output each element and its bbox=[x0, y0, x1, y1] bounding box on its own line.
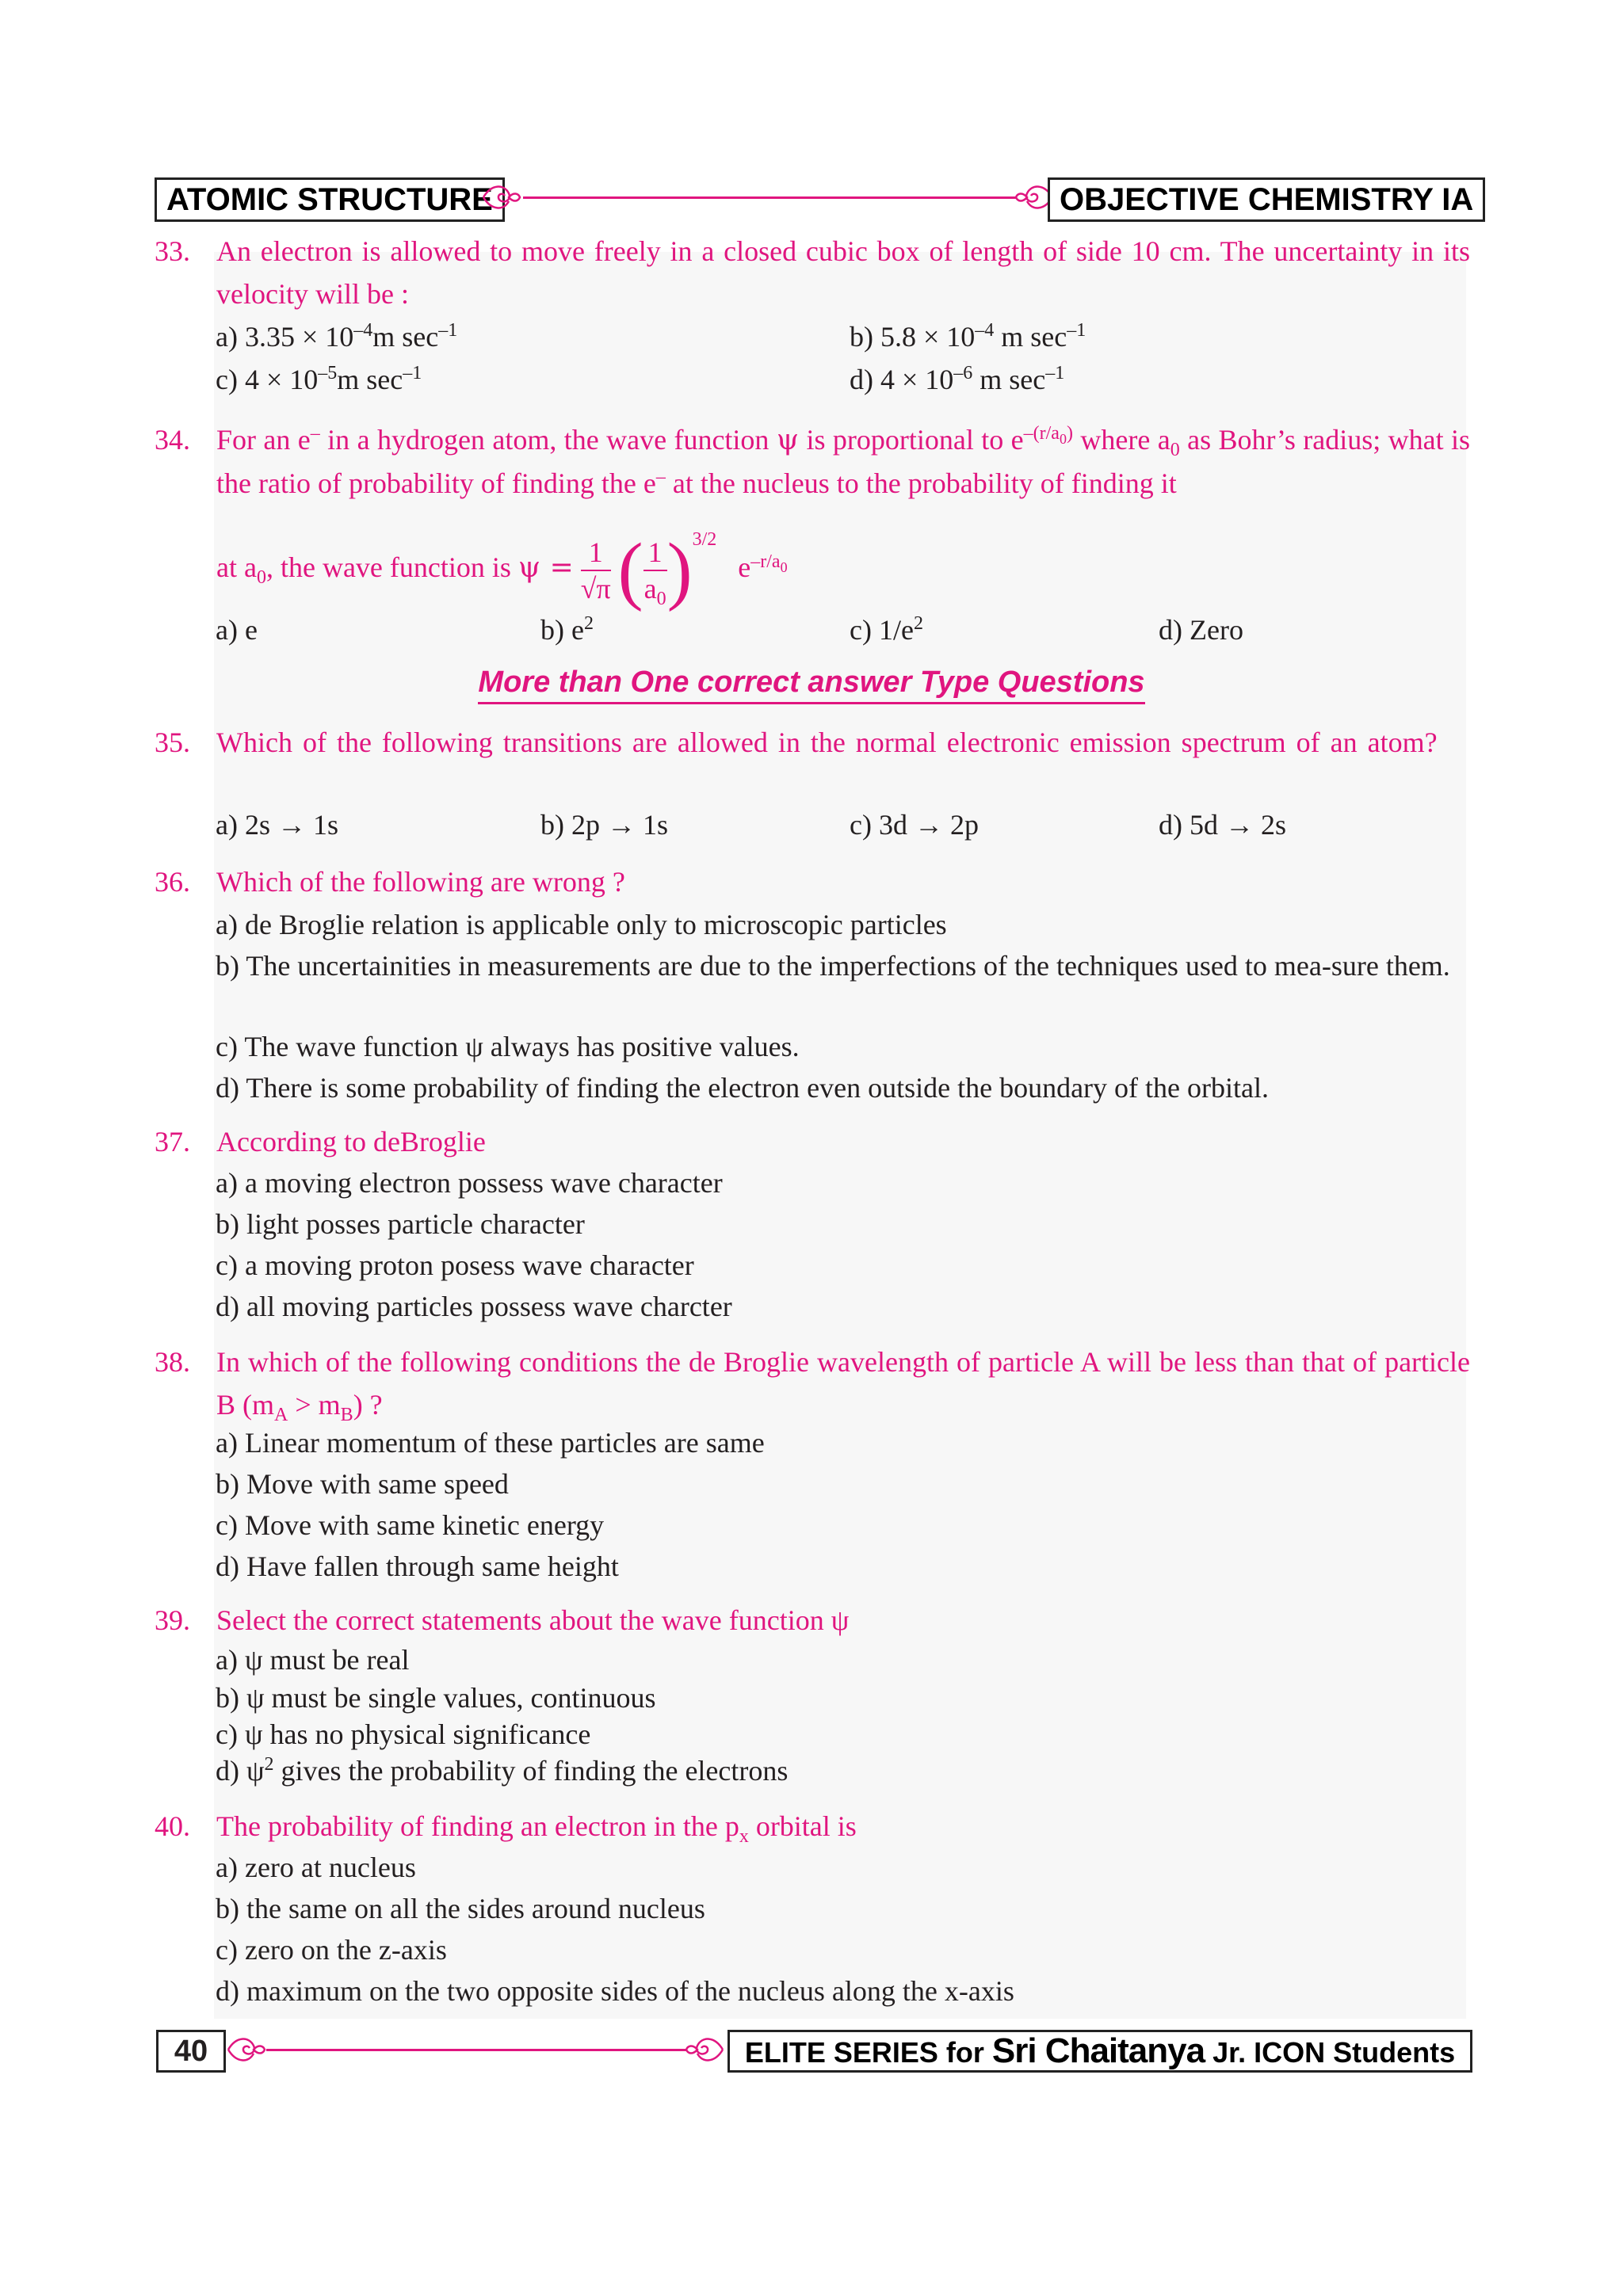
option-d: d) $\psi^2$ gives the probability of finding the electrons bbox=[216, 1754, 789, 1787]
question-text: For an e– in a hydrogen atom, the wave function ψ is proportional to $e^{-(r/a_0)}$ where $a_0$ as Bohr’s radius; what is the ratio of probability of finding the e– at the nucleus to the probability of finding it bbox=[216, 423, 1471, 499]
option-a: a) de Broglie relation is applicable only to microscopic particles bbox=[216, 909, 947, 940]
question-34 bbox=[155, 418, 1470, 505]
question-38 bbox=[155, 1341, 1470, 1426]
question-35 bbox=[155, 721, 1470, 764]
option-b: b) ψ must be single values, continuous bbox=[216, 1682, 656, 1714]
question-text: Which of the following are wrong ? bbox=[216, 866, 625, 898]
floral-ornament-icon bbox=[225, 2030, 266, 2069]
floral-ornament-icon bbox=[480, 177, 521, 217]
option-b: b) Move with same speed bbox=[216, 1468, 509, 1500]
option-b: b) $e^2$ bbox=[540, 613, 594, 646]
fraction: $\frac{1}{√\pi}$ bbox=[580, 536, 611, 605]
option-c: c) The wave function ψ always has positive values. bbox=[216, 1031, 800, 1062]
question-number: 36. bbox=[155, 866, 190, 898]
option-c: c) a moving proton posess wave character bbox=[216, 1249, 694, 1281]
option-a: a) e bbox=[216, 614, 258, 646]
option-d: d) Have fallen through same height bbox=[216, 1550, 619, 1582]
option-d: d) maximum on the two opposite sides of the nucleus along the x-axis bbox=[216, 1975, 1014, 2007]
option-a: a) zero at nucleus bbox=[216, 1852, 416, 1883]
question-40 bbox=[155, 1805, 1470, 1848]
question-text: An electron is allowed to move freely in a closed cubic box of length of side 10 cm. The uncertainty in its velocity will be : bbox=[216, 235, 1470, 310]
option-c: c) zero on the z-axis bbox=[216, 1934, 447, 1966]
wave-function-symbol: ψ = bbox=[517, 551, 574, 584]
option-a: a) $3.35 \times 10^{-4}m$ $\sec^{-1}$ bbox=[216, 320, 458, 353]
option-a: a) ψ must be real bbox=[216, 1644, 410, 1676]
header-book-title: OBJECTIVE CHEMISTRY IA bbox=[1048, 177, 1485, 222]
option-c: c) $4 \times 10^{-5}m$ $\sec^{-1}$ bbox=[216, 363, 422, 395]
option-b: b) 2p → 1s bbox=[540, 809, 668, 841]
question-text: Which of the following transitions are allowed in the normal electronic emission spectrum of an atom? bbox=[216, 727, 1438, 758]
question-number: 38. bbox=[155, 1346, 190, 1378]
question-34-equation: at $a_0$, the wave function is ψ = $\frac{1}{√\pi}$ ( $\frac{1}{a_0}$ )$^{3/2}$ $e^{-r/a_0}$ bbox=[216, 527, 788, 612]
question-33 bbox=[155, 230, 1470, 315]
option-c: c) 3d → 2p bbox=[850, 809, 979, 841]
page-number: 40 bbox=[156, 2030, 226, 2073]
question-number: 40. bbox=[155, 1810, 190, 1842]
question-36 bbox=[155, 860, 1470, 903]
option-a: a) a moving electron possess wave character bbox=[216, 1167, 723, 1199]
question-text: Select the correct statements about the wave function ψ bbox=[216, 1604, 850, 1636]
header-chapter-title: ATOMIC STRUCTURE bbox=[155, 177, 505, 222]
question-number: 39. bbox=[155, 1604, 190, 1636]
question-number: 37. bbox=[155, 1126, 190, 1158]
option-d: d) 5d → 2s bbox=[1159, 809, 1286, 841]
question-text: In which of the following conditions the de Broglie wavelength of particle A will be less than that of particle B $(m_A > m_B)$ ? bbox=[216, 1346, 1470, 1426]
option-b: b) light posses particle character bbox=[216, 1208, 585, 1240]
question-39 bbox=[155, 1599, 1470, 1642]
option-c: c) $1/e^2$ bbox=[850, 613, 923, 646]
question-37 bbox=[155, 1120, 1470, 1163]
fraction: $\frac{1}{a_0}$ bbox=[643, 536, 666, 609]
brand-name: Sri Chaitanya bbox=[991, 2031, 1205, 2070]
option-b: b) the same on all the sides around nucleus bbox=[216, 1893, 705, 1924]
question-text: The probability of finding an electron in the $p_x$ orbital is bbox=[216, 1810, 857, 1848]
option-a: a) Linear momentum of these particles are same bbox=[216, 1427, 765, 1459]
option-d: d) all moving particles possess wave charcter bbox=[216, 1291, 732, 1322]
floral-ornament-icon bbox=[685, 2030, 726, 2069]
option-d: d) There is some probability of finding the electron even outside the boundary of the orbital. bbox=[216, 1072, 1269, 1104]
option-b: b) $5.8 \times 10^{-4}$ m $\sec^{-1}$ bbox=[850, 320, 1086, 353]
footer-rule bbox=[266, 2049, 686, 2051]
question-text: According to deBroglie bbox=[216, 1126, 486, 1158]
section-heading: More than One correct answer Type Questions bbox=[0, 666, 1623, 700]
question-number: 35. bbox=[155, 727, 190, 758]
question-number: 33. bbox=[155, 235, 190, 267]
option-c: c) Move with same kinetic energy bbox=[216, 1509, 605, 1541]
footer-series-title: ELITE SERIES for Sri Chaitanya Jr. ICON Students bbox=[727, 2030, 1472, 2073]
question-number: 34. bbox=[155, 424, 190, 456]
header-rule bbox=[523, 196, 1016, 199]
option-d: d) $4 \times 10^{-6}$ m $\sec^{-1}$ bbox=[850, 363, 1065, 395]
option-d: d) Zero bbox=[1159, 614, 1243, 646]
option-b: b) The uncertainities in measurements are due to the imperfections of the techniques used to mea-sure them. bbox=[216, 950, 1450, 982]
option-c: c) ψ has no physical significance bbox=[216, 1718, 591, 1750]
option-a: a) 2s → 1s bbox=[216, 809, 338, 841]
